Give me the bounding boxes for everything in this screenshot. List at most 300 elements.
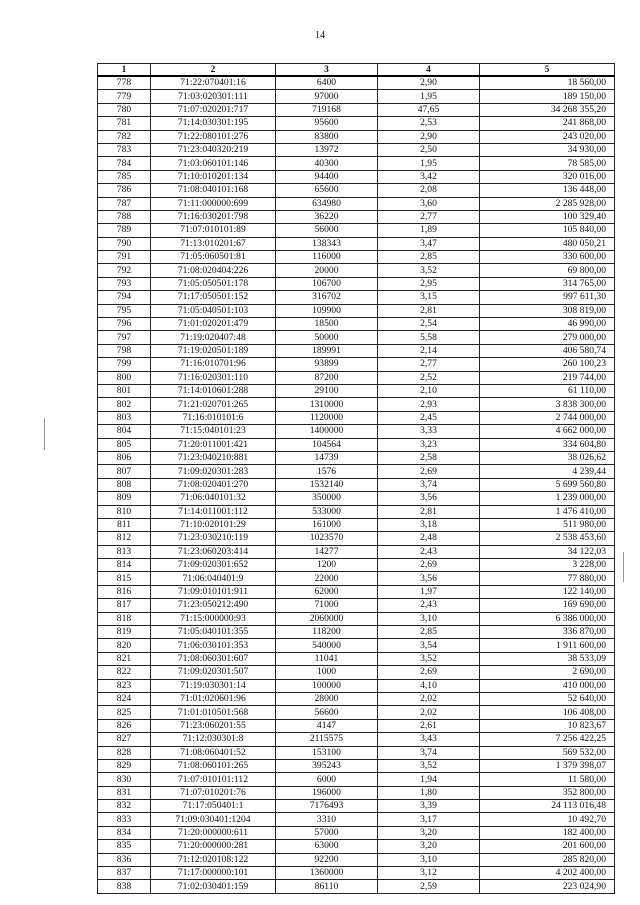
cadastral-number-cell: 71:08:060101:265	[151, 759, 276, 772]
rate-cell: 2,58	[378, 451, 480, 464]
cadastral-number-cell: 71:21:020701:265	[151, 398, 276, 411]
table-row	[98, 773, 615, 786]
quantity-cell: 350000	[276, 492, 378, 505]
table-row	[98, 90, 615, 103]
quantity-cell: 57000	[276, 826, 378, 839]
table-row	[98, 465, 615, 478]
row-number-cell: 825	[98, 706, 151, 719]
table-row	[98, 612, 615, 625]
row-number-cell: 829	[98, 759, 151, 772]
amount-cell: 69 800,00	[480, 264, 615, 277]
amount-cell: 38 026,62	[480, 451, 615, 464]
table-row	[98, 599, 615, 612]
row-number-cell: 823	[98, 679, 151, 692]
cadastral-number-cell: 71:09:020301:652	[151, 559, 276, 572]
row-number-cell: 817	[98, 599, 151, 612]
quantity-cell: 14739	[276, 451, 378, 464]
rate-cell: 2,59	[378, 880, 480, 893]
table-row	[98, 840, 615, 853]
quantity-cell: 153100	[276, 746, 378, 759]
rate-cell: 2,43	[378, 599, 480, 612]
rate-cell: 1,95	[378, 157, 480, 170]
quantity-cell: 95600	[276, 117, 378, 130]
quantity-cell: 116000	[276, 251, 378, 264]
quantity-cell: 86110	[276, 880, 378, 893]
row-number-cell: 832	[98, 800, 151, 813]
row-number-cell: 794	[98, 291, 151, 304]
amount-cell: 4 202 400,00	[480, 867, 615, 880]
quantity-cell: 395243	[276, 759, 378, 772]
cadastral-number-cell: 71:08:020401:270	[151, 478, 276, 491]
table-row	[98, 652, 615, 665]
cadastral-number-cell: 71:07:020201:717	[151, 103, 276, 116]
rate-cell: 3,60	[378, 197, 480, 210]
table-row	[98, 800, 615, 813]
row-number-cell: 830	[98, 773, 151, 786]
amount-cell: 241 868,00	[480, 117, 615, 130]
rate-cell: 3,56	[378, 492, 480, 505]
row-number-cell: 801	[98, 384, 151, 397]
cadastral-number-cell: 71:08:060401:52	[151, 746, 276, 759]
rate-cell: 3,33	[378, 425, 480, 438]
amount-cell: 100 329,40	[480, 210, 615, 223]
cadastral-number-cell: 71:19:030301:14	[151, 679, 276, 692]
cadastral-number-cell: 71:09:030401:1204	[151, 813, 276, 826]
amount-cell: 330 600,00	[480, 251, 615, 264]
row-number-cell: 800	[98, 371, 151, 384]
quantity-cell: 3310	[276, 813, 378, 826]
cadastral-number-cell: 71:03:020301:111	[151, 90, 276, 103]
quantity-cell: 6000	[276, 773, 378, 786]
page-number: 14	[315, 30, 325, 41]
amount-cell: 18 560,00	[480, 76, 615, 90]
table-row	[98, 117, 615, 130]
rate-cell: 2,77	[378, 210, 480, 223]
row-number-cell: 822	[98, 666, 151, 679]
row-number-cell: 793	[98, 277, 151, 290]
cadastral-number-cell: 71:23:030210:119	[151, 532, 276, 545]
quantity-cell: 87200	[276, 371, 378, 384]
cadastral-number-cell: 71:15:000000:93	[151, 612, 276, 625]
amount-cell: 6 386 000,00	[480, 612, 615, 625]
amount-cell: 410 000,00	[480, 679, 615, 692]
table-row	[98, 438, 615, 451]
row-number-cell: 821	[98, 652, 151, 665]
amount-cell: 2 744 000,00	[480, 411, 615, 424]
table-row	[98, 545, 615, 558]
rate-cell: 2,52	[378, 371, 480, 384]
rate-cell: 3,52	[378, 652, 480, 665]
rate-cell: 2,95	[378, 277, 480, 290]
row-number-cell: 812	[98, 532, 151, 545]
amount-cell: 352 800,00	[480, 786, 615, 799]
amount-cell: 2 285 928,00	[480, 197, 615, 210]
row-number-cell: 799	[98, 358, 151, 371]
table-row	[98, 826, 615, 839]
table-row	[98, 867, 615, 880]
cadastral-number-cell: 71:12:020108:122	[151, 853, 276, 866]
amount-cell: 480 050,21	[480, 237, 615, 250]
amount-cell: 201 600,00	[480, 840, 615, 853]
row-number-cell: 779	[98, 90, 151, 103]
rate-cell: 2,85	[378, 626, 480, 639]
row-number-cell: 803	[98, 411, 151, 424]
cadastral-number-cell: 71:08:060301:607	[151, 652, 276, 665]
amount-cell: 77 880,00	[480, 572, 615, 585]
amount-cell: 334 604,80	[480, 438, 615, 451]
cadastral-number-cell: 71:17:050401:1	[151, 800, 276, 813]
quantity-cell: 7176493	[276, 800, 378, 813]
quantity-cell: 1360000	[276, 867, 378, 880]
rate-cell: 4,10	[378, 679, 480, 692]
amount-cell: 243 020,00	[480, 130, 615, 143]
rate-cell: 2,77	[378, 358, 480, 371]
quantity-cell: 104564	[276, 438, 378, 451]
amount-cell: 11 580,00	[480, 773, 615, 786]
table-row	[98, 518, 615, 531]
table-row	[98, 331, 615, 344]
row-number-cell: 802	[98, 398, 151, 411]
amount-cell: 569 532,00	[480, 746, 615, 759]
column-header-1: 1	[98, 64, 151, 77]
amount-cell: 314 765,00	[480, 277, 615, 290]
rate-cell: 2,90	[378, 130, 480, 143]
table-row	[98, 666, 615, 679]
quantity-cell: 18500	[276, 318, 378, 331]
table-row	[98, 103, 615, 116]
quantity-cell: 20000	[276, 264, 378, 277]
cadastral-number-cell: 71:23:060203:414	[151, 545, 276, 558]
table-row	[98, 197, 615, 210]
column-header-3: 3	[276, 64, 378, 77]
margin-mark	[623, 552, 624, 582]
rate-cell: 2,14	[378, 344, 480, 357]
cadastral-number-cell: 71:07:010201:76	[151, 786, 276, 799]
rate-cell: 2,45	[378, 411, 480, 424]
row-number-cell: 836	[98, 853, 151, 866]
table-row	[98, 251, 615, 264]
rate-cell: 3,52	[378, 264, 480, 277]
amount-cell: 105 840,00	[480, 224, 615, 237]
cadastral-number-cell: 71:08:040101:168	[151, 184, 276, 197]
cadastral-number-cell: 71:23:040210:881	[151, 451, 276, 464]
cadastral-number-cell: 71:20:011001:421	[151, 438, 276, 451]
table-row	[98, 291, 615, 304]
table-row	[98, 478, 615, 491]
rate-cell: 2,43	[378, 545, 480, 558]
table-row	[98, 371, 615, 384]
row-number-cell: 795	[98, 304, 151, 317]
quantity-cell: 65600	[276, 184, 378, 197]
quantity-cell: 50000	[276, 331, 378, 344]
row-number-cell: 815	[98, 572, 151, 585]
table-row	[98, 759, 615, 772]
row-number-cell: 792	[98, 264, 151, 277]
quantity-cell: 634980	[276, 197, 378, 210]
table-header	[98, 64, 615, 77]
rate-cell: 2,93	[378, 398, 480, 411]
quantity-cell: 56600	[276, 706, 378, 719]
row-number-cell: 813	[98, 545, 151, 558]
quantity-cell: 94400	[276, 170, 378, 183]
table-row	[98, 786, 615, 799]
cadastral-number-cell: 71:23:060201:55	[151, 719, 276, 732]
row-number-cell: 784	[98, 157, 151, 170]
table-row	[98, 532, 615, 545]
rate-cell: 1,80	[378, 786, 480, 799]
quantity-cell: 63000	[276, 840, 378, 853]
row-number-cell: 780	[98, 103, 151, 116]
row-number-cell: 834	[98, 826, 151, 839]
amount-cell: 320 016,00	[480, 170, 615, 183]
cadastral-number-cell: 71:16:010101:6	[151, 411, 276, 424]
cadastral-number-cell: 71:10:010201:134	[151, 170, 276, 183]
cadastral-number-cell: 71:19:020407:48	[151, 331, 276, 344]
table-row	[98, 425, 615, 438]
column-header-2: 2	[151, 64, 276, 77]
quantity-cell: 540000	[276, 639, 378, 652]
rate-cell: 2,81	[378, 505, 480, 518]
quantity-cell: 189991	[276, 344, 378, 357]
rate-cell: 3,10	[378, 853, 480, 866]
table-row	[98, 237, 615, 250]
cadastral-number-cell: 71:01:020201:479	[151, 318, 276, 331]
rate-cell: 1,89	[378, 224, 480, 237]
amount-cell: 2 538 453,60	[480, 532, 615, 545]
row-number-cell: 808	[98, 478, 151, 491]
table-row	[98, 706, 615, 719]
row-number-cell: 811	[98, 518, 151, 531]
amount-cell: 285 820,00	[480, 853, 615, 866]
row-number-cell: 782	[98, 130, 151, 143]
table-row	[98, 692, 615, 705]
rate-cell: 2,69	[378, 559, 480, 572]
amount-cell: 219 744,00	[480, 371, 615, 384]
quantity-cell: 36220	[276, 210, 378, 223]
row-number-cell: 781	[98, 117, 151, 130]
amount-cell: 78 585,00	[480, 157, 615, 170]
rate-cell: 2,81	[378, 304, 480, 317]
cadastral-number-cell: 71:12:030301:8	[151, 733, 276, 746]
table-row	[98, 143, 615, 156]
amount-cell: 38 533,09	[480, 652, 615, 665]
column-header-5: 5	[480, 64, 615, 77]
row-number-cell: 818	[98, 612, 151, 625]
quantity-cell: 62000	[276, 585, 378, 598]
rate-cell: 3,56	[378, 572, 480, 585]
amount-cell: 3 838 300,00	[480, 398, 615, 411]
amount-cell: 189 150,00	[480, 90, 615, 103]
row-number-cell: 814	[98, 559, 151, 572]
table-row	[98, 626, 615, 639]
cadastral-number-cell: 71:20:000000:611	[151, 826, 276, 839]
rate-cell: 1,94	[378, 773, 480, 786]
margin-mark	[44, 418, 45, 450]
cadastral-number-cell: 71:09:020301:283	[151, 465, 276, 478]
cadastral-number-cell: 71:07:010101:89	[151, 224, 276, 237]
rate-cell: 2,10	[378, 384, 480, 397]
amount-cell: 46 990,00	[480, 318, 615, 331]
row-number-cell: 807	[98, 465, 151, 478]
table-row	[98, 210, 615, 223]
table-body	[98, 76, 615, 893]
data-table	[97, 63, 615, 894]
cadastral-number-cell: 71:06:040401:9	[151, 572, 276, 585]
cadastral-number-cell: 71:15:040101:23	[151, 425, 276, 438]
cadastral-number-cell: 71:05:040501:103	[151, 304, 276, 317]
rate-cell: 3,74	[378, 478, 480, 491]
amount-cell: 260 100,23	[480, 358, 615, 371]
amount-cell: 1 911 600,00	[480, 639, 615, 652]
table-row	[98, 813, 615, 826]
table-row	[98, 505, 615, 518]
quantity-cell: 93899	[276, 358, 378, 371]
table-row	[98, 130, 615, 143]
amount-cell: 106 408,00	[480, 706, 615, 719]
quantity-cell: 100000	[276, 679, 378, 692]
row-number-cell: 806	[98, 451, 151, 464]
table-row	[98, 572, 615, 585]
table-row	[98, 304, 615, 317]
quantity-cell: 1576	[276, 465, 378, 478]
quantity-cell: 97000	[276, 90, 378, 103]
amount-cell: 1 239 000,00	[480, 492, 615, 505]
row-number-cell: 796	[98, 318, 151, 331]
amount-cell: 406 580,74	[480, 344, 615, 357]
amount-cell: 4 239,44	[480, 465, 615, 478]
column-header-4: 4	[378, 64, 480, 77]
quantity-cell: 1200	[276, 559, 378, 572]
cadastral-number-cell: 71:09:010101:911	[151, 585, 276, 598]
table-row	[98, 639, 615, 652]
rate-cell: 2,85	[378, 251, 480, 264]
row-number-cell: 798	[98, 344, 151, 357]
quantity-cell: 40300	[276, 157, 378, 170]
cadastral-number-cell: 71:13:010201:67	[151, 237, 276, 250]
table-row	[98, 277, 615, 290]
quantity-cell: 13972	[276, 143, 378, 156]
row-number-cell: 783	[98, 143, 151, 156]
row-number-cell: 797	[98, 331, 151, 344]
row-number-cell: 827	[98, 733, 151, 746]
row-number-cell: 833	[98, 813, 151, 826]
quantity-cell: 1000	[276, 666, 378, 679]
rate-cell: 2,50	[378, 143, 480, 156]
table-row	[98, 559, 615, 572]
cadastral-number-cell: 71:06:030101:353	[151, 639, 276, 652]
row-number-cell: 828	[98, 746, 151, 759]
quantity-cell: 196000	[276, 786, 378, 799]
table-row	[98, 411, 615, 424]
rate-cell: 3,52	[378, 759, 480, 772]
row-number-cell: 824	[98, 692, 151, 705]
quantity-cell: 6400	[276, 76, 378, 90]
amount-cell: 5 699 560,80	[480, 478, 615, 491]
quantity-cell: 2115575	[276, 733, 378, 746]
quantity-cell: 109900	[276, 304, 378, 317]
amount-cell: 169 690,00	[480, 599, 615, 612]
quantity-cell: 1023570	[276, 532, 378, 545]
rate-cell: 3,17	[378, 813, 480, 826]
row-number-cell: 835	[98, 840, 151, 853]
cadastral-number-cell: 71:16:010701:96	[151, 358, 276, 371]
cadastral-number-cell: 71:17:000000:101	[151, 867, 276, 880]
row-number-cell: 819	[98, 626, 151, 639]
cadastral-number-cell: 71:14:010601:288	[151, 384, 276, 397]
cadastral-number-cell: 71:07:010101:112	[151, 773, 276, 786]
quantity-cell: 14277	[276, 545, 378, 558]
row-number-cell: 786	[98, 184, 151, 197]
table-row	[98, 157, 615, 170]
row-number-cell: 809	[98, 492, 151, 505]
rate-cell: 2,69	[378, 666, 480, 679]
amount-cell: 34 122,03	[480, 545, 615, 558]
cadastral-number-cell: 71:16:020301:110	[151, 371, 276, 384]
quantity-cell: 1400000	[276, 425, 378, 438]
table-row	[98, 344, 615, 357]
row-number-cell: 805	[98, 438, 151, 451]
cadastral-number-cell: 71:05:040101:355	[151, 626, 276, 639]
quantity-cell: 22000	[276, 572, 378, 585]
rate-cell: 3,18	[378, 518, 480, 531]
quantity-cell: 92200	[276, 853, 378, 866]
table-row	[98, 492, 615, 505]
row-number-cell: 831	[98, 786, 151, 799]
rate-cell: 2,61	[378, 719, 480, 732]
rate-cell: 1,97	[378, 585, 480, 598]
row-number-cell: 785	[98, 170, 151, 183]
amount-cell: 34 930,00	[480, 143, 615, 156]
rate-cell: 2,02	[378, 706, 480, 719]
row-number-cell: 826	[98, 719, 151, 732]
amount-cell: 10 823,67	[480, 719, 615, 732]
row-number-cell: 787	[98, 197, 151, 210]
cadastral-number-cell: 71:02:030401:159	[151, 880, 276, 893]
amount-cell: 279 000,00	[480, 331, 615, 344]
quantity-cell: 2060000	[276, 612, 378, 625]
table-row	[98, 853, 615, 866]
table-row	[98, 585, 615, 598]
row-number-cell: 778	[98, 76, 151, 90]
row-number-cell: 837	[98, 867, 151, 880]
amount-cell: 223 024,90	[480, 880, 615, 893]
table-row	[98, 384, 615, 397]
amount-cell: 52 640,00	[480, 692, 615, 705]
cadastral-number-cell: 71:14:030301:195	[151, 117, 276, 130]
amount-cell: 511 980,00	[480, 518, 615, 531]
row-number-cell: 804	[98, 425, 151, 438]
quantity-cell: 1310000	[276, 398, 378, 411]
amount-cell: 1 379 398,07	[480, 759, 615, 772]
row-number-cell: 816	[98, 585, 151, 598]
quantity-cell: 56000	[276, 224, 378, 237]
quantity-cell: 1532140	[276, 478, 378, 491]
amount-cell: 61 110,00	[480, 384, 615, 397]
cadastral-number-cell: 71:23:050212:490	[151, 599, 276, 612]
table-row	[98, 184, 615, 197]
rate-cell: 3,43	[378, 733, 480, 746]
amount-cell: 182 400,00	[480, 826, 615, 839]
cadastral-number-cell: 71:17:050501:152	[151, 291, 276, 304]
rate-cell: 3,54	[378, 639, 480, 652]
cadastral-number-cell: 71:03:060101:146	[151, 157, 276, 170]
rate-cell: 3,42	[378, 170, 480, 183]
rate-cell: 5,58	[378, 331, 480, 344]
cadastral-number-cell: 71:05:050501:178	[151, 277, 276, 290]
table-row	[98, 451, 615, 464]
amount-cell: 2 690,00	[480, 666, 615, 679]
row-number-cell: 810	[98, 505, 151, 518]
